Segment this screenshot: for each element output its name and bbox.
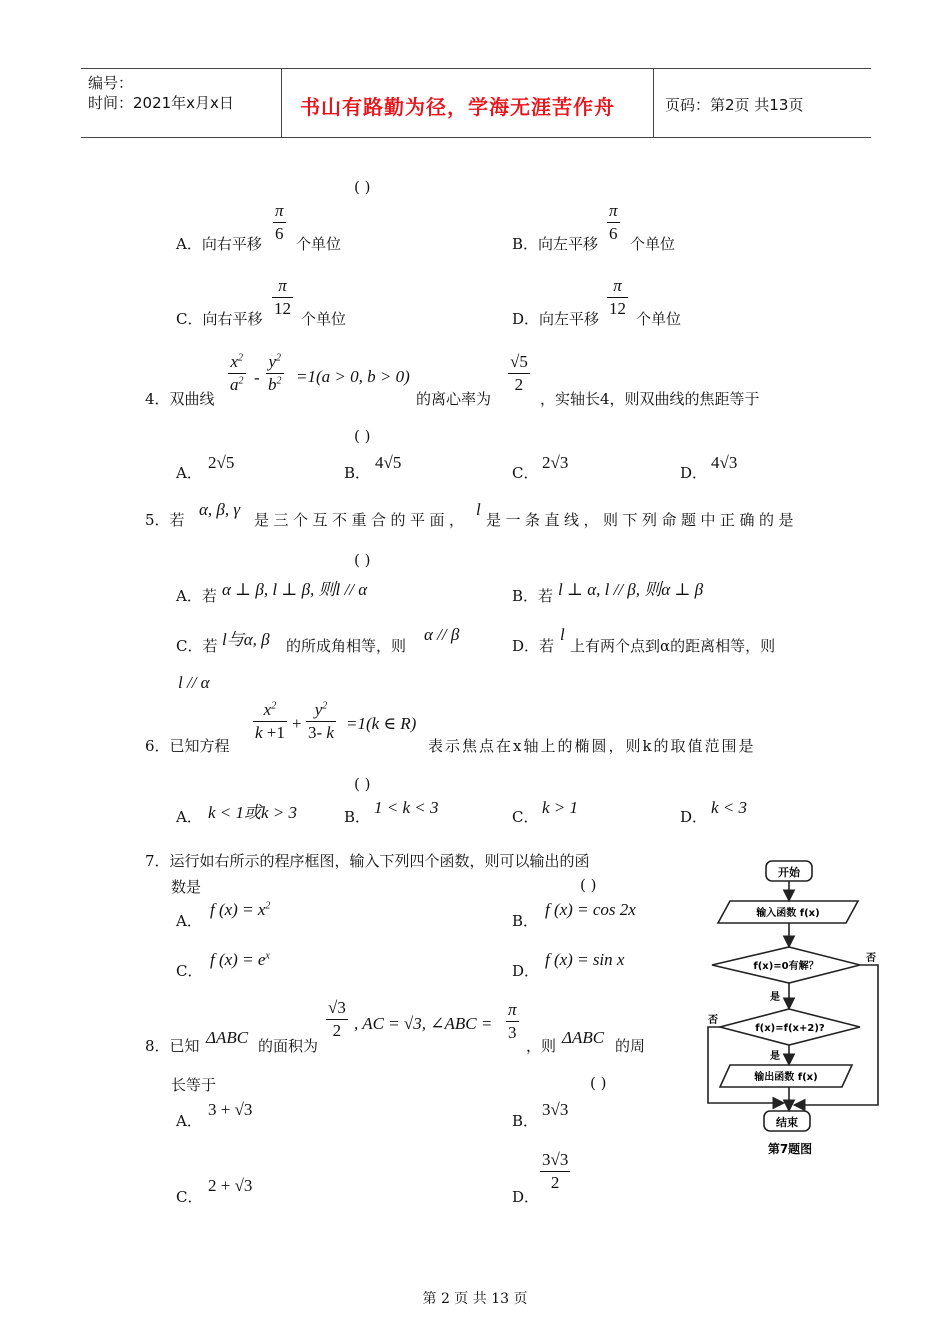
fraction-pi-over-12: π 12 [609,276,626,318]
option-d-value: f (x) = sin x [545,950,625,969]
option-c-expression: l与α, β [222,630,270,649]
answer-paren: ( ) [354,427,371,445]
answer-paren: ( ) [580,876,597,894]
program-flowchart [700,855,900,1165]
fraction-x2-over-a2: $x^2$ $a^2$ [230,352,244,394]
option-a-unit: 个单位 [296,235,342,253]
triangle-abc: ΔABC [206,1028,249,1047]
line-l: l [476,500,481,519]
question-7-line1: 7．运行如右所示的程序框图，输入下列四个函数，则可以输出的函 [145,852,590,870]
question-8-text: 的面积为 [258,1037,319,1055]
option-c-label: C．向右平移 [176,310,263,328]
option-d-label: D． [680,808,708,826]
option-b-value: 3√3 [542,1100,569,1119]
flowchart-end-text: 结束 [776,1116,798,1129]
header-divider [653,69,654,137]
option-a-label: A． [176,808,202,826]
ellipse-equation-rhs: =1(k ∈ R) [346,714,417,733]
option-c-value: f $(x) = e^x$ [210,950,270,969]
option-c-value: 2 + √3 [208,1176,253,1195]
option-d-label: D．若 [512,637,555,655]
answer-paren: ( ) [590,1074,607,1092]
option-d-label: D．向左平移 [512,310,600,328]
option-a-expression: α ⊥ β, l ⊥ β, 则l // α [222,580,368,599]
question-5-text: 是一条直线，则下列命题中正确的是 [486,511,799,529]
option-a-value: f $(x) = x^2$ [210,900,271,919]
option-b-label: B． [344,464,371,482]
fraction-sqrt5-over-2: √5 2 [510,352,528,394]
option-d-line: l [560,625,565,644]
question-8-lead: 8．已知 [145,1037,200,1055]
fraction-pi-over-6: π 6 [609,201,618,243]
option-c-conclusion: α // β [424,625,460,644]
fraction-sqrt3-over-2: √3 2 [328,998,346,1040]
option-c-label: C． [512,808,539,826]
option-c-text: 的所成角相等，则 [286,637,407,655]
question-6-tail: 表示焦点在x轴上的椭圆，则k的取值范围是 [428,737,756,755]
option-b-expression: l ⊥ α, l // β, 则α ⊥ β [558,580,704,599]
option-d-conclusion: l // α [178,673,210,692]
question-5-text: 是三个互不重合的平面， [254,511,469,529]
option-d-value: 4√3 [711,453,738,472]
option-d-label: D． [512,962,540,980]
flowchart-no-label: 否 [866,953,876,964]
option-c-label: C． [176,1188,203,1206]
option-c-label: C． [512,464,539,482]
question-7-line2: 数是 [171,878,202,896]
option-b-label: B．若 [512,587,554,605]
flowchart-caption: 第7题图 [767,1142,813,1156]
option-b-label: B．向左平移 [512,235,599,253]
page-indicator: 页码：第2页 共13页 [665,96,804,114]
flowchart-yes-label: 是 [770,992,780,1003]
hyperbola-equation-rhs: =1(a > 0, b > 0) [296,367,410,386]
page-footer: 第 2 页 共 13 页 [422,1291,528,1307]
option-b-label: B． [512,912,539,930]
fraction-pi-over-3: π 3 [508,1000,517,1042]
option-a-value: k < 1或k > 3 [208,803,298,822]
flowchart-yes-label: 是 [770,1051,780,1062]
fraction-pi-over-12: π 12 [274,276,291,318]
option-b-value: f (x) = cos 2x [545,900,636,919]
flowchart-output-text: 输出函数 f(x) [754,1072,818,1083]
option-a-value: 2√5 [208,453,235,472]
flowchart-no-label: 否 [708,1015,718,1026]
option-a-label: A． [176,464,202,482]
question-4-tail: ，实轴长4，则双曲线的焦距等于 [540,390,760,408]
option-b-value: 4√5 [375,453,402,472]
option-a-value: 3 + √3 [208,1100,253,1119]
fraction-y2-over-b2: $y^2$ $b^2$ [268,352,282,394]
fraction-pi-over-6: π 6 [275,201,284,243]
flowchart-input-text: 输入函数 f(x) [756,908,820,919]
question-8-line2: 长等于 [171,1076,217,1094]
flowchart-decision-1-text: f(x)=0有解？ [753,961,819,972]
header-motto: 书山有路勤为径，学海无涯苦作舟 [300,95,615,119]
header-divider [281,69,282,137]
answer-paren: ( ) [354,551,371,569]
option-a-label: A．若 [176,587,217,605]
option-d-unit: 个单位 [636,310,682,328]
option-d-text: 上有两个点到α的距离相等，则 [570,637,776,655]
eccentricity-label: 的离心率为 [416,390,492,408]
fraction-3sqrt3-over-2: 3√3 2 [542,1150,569,1192]
question-6-lead: 6．已知方程 [145,737,230,755]
answer-paren: ( ) [354,775,371,793]
option-d-label: D． [680,464,708,482]
option-c-unit: 个单位 [301,310,347,328]
planes-greek-letters: α, β, γ [199,500,241,519]
option-b-value: 1 < k < 3 [374,798,439,817]
triangle-abc: ΔABC [562,1028,605,1047]
doc-number-label: 编号： [88,74,134,92]
option-c-value: k > 1 [542,798,579,817]
question-4-lead: 4．双曲线 [145,390,215,408]
doc-date-label: 时间：2021年x月x日 [88,94,234,112]
option-b-label: B． [512,1112,539,1130]
option-d-label: D． [512,1188,540,1206]
option-c-label: C．若 [176,637,218,655]
fraction-x2-over-k-plus-1: $x^2$ k +1 [255,700,285,742]
flowchart-decision-2-text: f(x)=f(x+2)? [755,1023,825,1034]
option-b-label: B． [344,808,371,826]
question-8-conditions: , AC = √3, ∠ABC = [354,1014,493,1033]
flowchart-start-text: 开始 [778,866,800,879]
answer-paren: ( ) [354,178,371,196]
option-a-label: A．向右平移 [176,235,262,253]
option-b-unit: 个单位 [630,235,676,253]
option-d-value: k < 3 [711,798,748,817]
question-5-lead: 5．若 [145,511,185,529]
question-8-text: ，则 [526,1037,557,1055]
fraction-y2-over-3-minus-k: $y^2$ 3- k [308,700,334,742]
option-c-value: 2√3 [542,453,569,472]
question-8-text: 的周 [615,1037,646,1055]
option-a-label: A． [176,1112,202,1130]
option-c-label: C． [176,962,203,980]
option-a-label: A． [176,912,202,930]
